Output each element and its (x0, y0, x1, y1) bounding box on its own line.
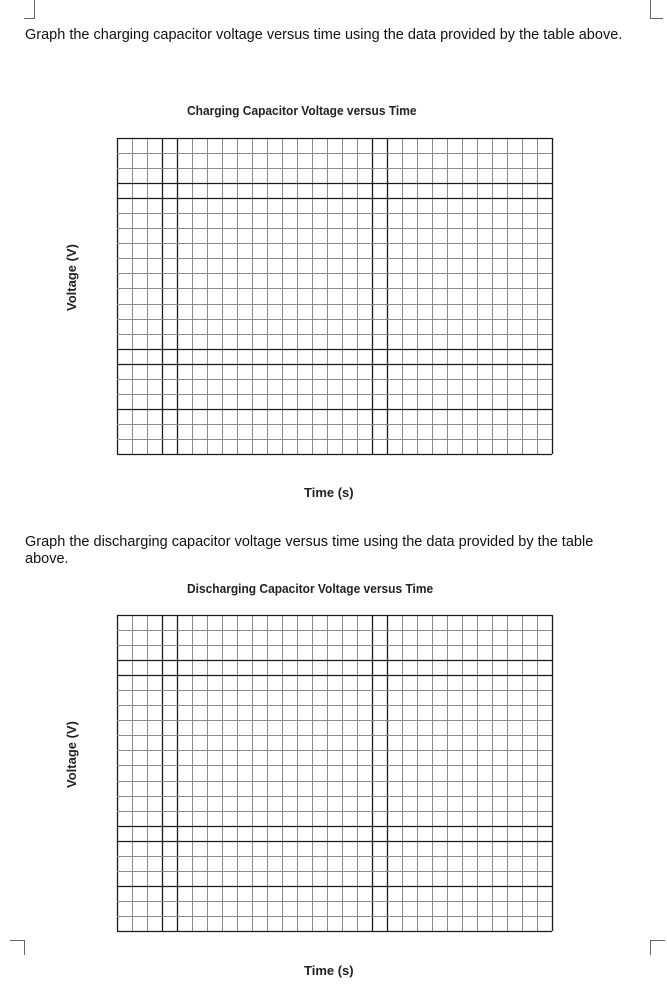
crop-mark-top-right (650, 0, 663, 19)
charging-x-axis-label: Time (s) (304, 485, 354, 500)
discharging-y-axis-label: Voltage (V) (64, 721, 79, 788)
crop-mark-bottom-right (650, 940, 665, 955)
charging-y-axis-label: Voltage (V) (64, 244, 79, 311)
crop-mark-top-left (24, 0, 35, 19)
charging-graph-grid[interactable] (117, 138, 552, 454)
charging-chart-title: Charging Capacitor Voltage versus Time (187, 103, 417, 118)
discharging-instruction: Graph the discharging capacitor voltage versus time using the data provided by the table above. (25, 534, 594, 567)
discharging-graph-grid[interactable] (117, 615, 552, 931)
crop-mark-bottom-left (10, 940, 25, 955)
charging-instruction: Graph the charging capacitor voltage versus time using the data provided by the table above. (25, 27, 623, 43)
discharging-chart-title: Discharging Capacitor Voltage versus Time (187, 581, 434, 596)
discharging-x-axis-label: Time (s) (304, 963, 354, 978)
